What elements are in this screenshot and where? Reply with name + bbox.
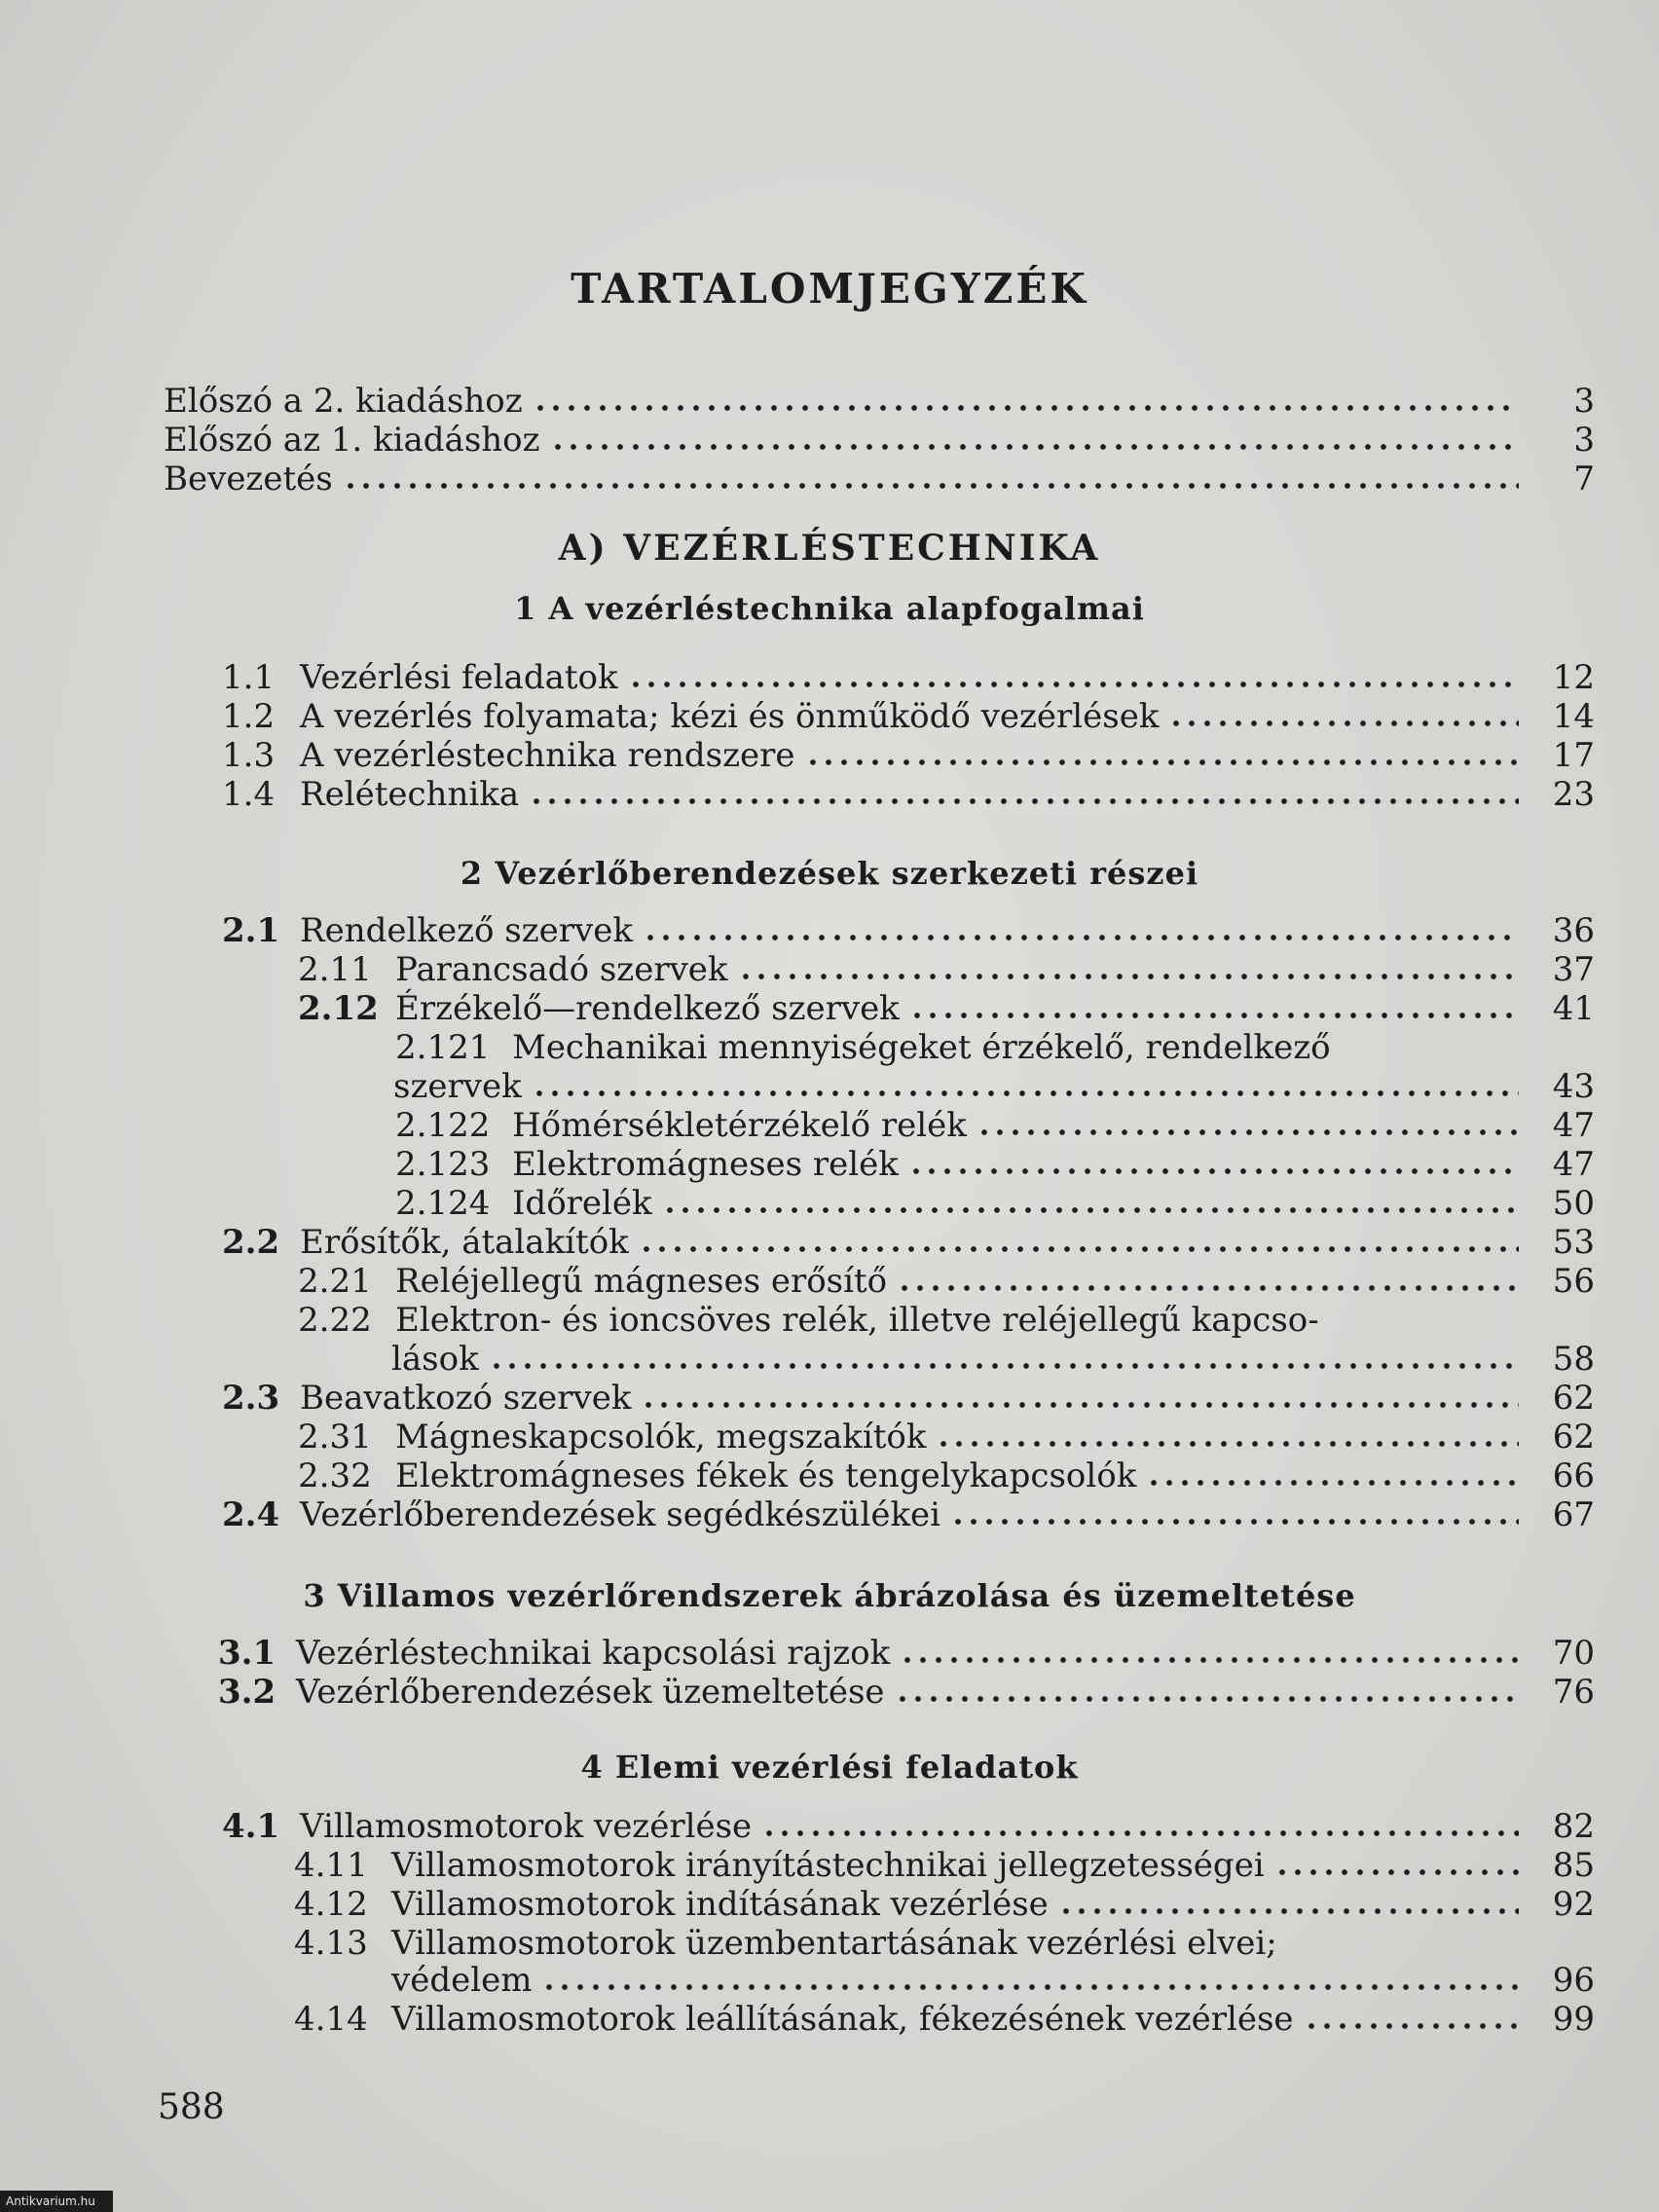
toc-entry	[298, 950, 1595, 989]
entry-page: 58	[1552, 1340, 1595, 1379]
entry-number: 4.14	[294, 2000, 368, 2039]
watermark: Antikvarium.hu	[0, 2191, 113, 2212]
entry-page: 67	[1552, 1495, 1595, 1534]
toc-entry	[294, 1846, 1595, 1885]
entry-text: Hőmérsékletérzékelő relék	[512, 1106, 967, 1145]
dot-leader	[909, 1011, 1519, 1020]
entry-number: 2.21	[298, 1262, 372, 1301]
entry-text: lások	[391, 1340, 479, 1379]
dot-leader	[895, 1694, 1519, 1704]
dot-leader	[1146, 1478, 1519, 1488]
toc-entry	[222, 697, 1595, 736]
entry-page: 3	[1573, 382, 1595, 421]
toc-entry	[218, 1634, 1595, 1673]
entry-text: Érzékelő—rendelkező szervek	[395, 989, 900, 1028]
dot-leader	[643, 933, 1519, 942]
entry-number: 1.4	[222, 775, 276, 814]
entry-text: szervek	[393, 1067, 522, 1106]
entry-text: Mágneskapcsolók, megszakítók	[395, 1418, 927, 1456]
entry-number: 2.124	[395, 1184, 491, 1223]
entry-number: 3.2	[218, 1673, 276, 1712]
entry-page: 62	[1552, 1418, 1595, 1456]
entry-number: 2.31	[298, 1418, 372, 1456]
entry-page: 92	[1552, 1885, 1595, 1924]
toc-entry	[298, 1301, 1517, 1340]
toc-entry	[294, 1885, 1595, 1924]
dot-leader	[662, 1205, 1519, 1215]
entry-number: 2.122	[395, 1106, 491, 1145]
page-title: TARTALOMJEGYZÉK	[571, 265, 1088, 313]
entry-text: Rendelkező szervek	[300, 911, 633, 950]
entry-text: Villamosmotorok vezérlése	[300, 1807, 753, 1846]
toc-entry-continuation	[391, 1961, 1595, 2000]
toc-entry	[395, 1106, 1595, 1145]
entry-page: 17	[1552, 736, 1595, 775]
toc-entry	[222, 1807, 1595, 1846]
dot-leader	[738, 972, 1519, 981]
entry-number: 2.3	[222, 1379, 280, 1418]
dot-leader	[533, 403, 1519, 413]
entry-number: 4.11	[294, 1846, 368, 1885]
entry-number: 4.1	[222, 1807, 280, 1846]
entry-number: 2.22	[298, 1301, 372, 1340]
entry-number: 1.2	[222, 697, 276, 736]
entry-page: 7	[1573, 460, 1595, 498]
entry-number: 2.32	[298, 1456, 372, 1495]
dot-leader	[550, 442, 1519, 452]
dot-leader	[1304, 2021, 1519, 2031]
dot-leader	[950, 1517, 1519, 1527]
entry-page: 37	[1552, 950, 1595, 989]
entry-text: Reléjellegű mágneses erősítő	[395, 1262, 888, 1301]
entry-page: 56	[1552, 1262, 1595, 1301]
toc-entry	[222, 736, 1595, 775]
dot-leader	[897, 1283, 1519, 1293]
dot-leader	[908, 1166, 1519, 1176]
entry-page: 23	[1552, 775, 1595, 814]
entry-page: 70	[1552, 1634, 1595, 1673]
chapter-title: 1 A vezérléstechnika alapfogalmai	[514, 590, 1145, 627]
dot-leader	[761, 1828, 1519, 1838]
entry-number: 2.1	[222, 911, 280, 950]
entry-number: 1.3	[222, 736, 276, 775]
toc-entry	[395, 1145, 1595, 1184]
entry-text: Elektron- és ioncsöves relék, illetve reléjellegű kapcso-	[395, 1301, 1319, 1340]
entry-text: Vezérléstechnikai kapcsolási rajzok	[296, 1634, 891, 1673]
dot-leader	[1168, 719, 1519, 728]
toc-entry	[164, 421, 1595, 460]
entry-page: 66	[1552, 1456, 1595, 1495]
entry-page: 62	[1552, 1379, 1595, 1418]
toc-entry	[298, 1418, 1595, 1456]
entry-text: Mechanikai mennyiségeket érzékelő, rendelkező	[512, 1028, 1331, 1067]
entry-page: 47	[1552, 1106, 1595, 1145]
entry-text: védelem	[391, 1961, 533, 2000]
entry-page: 41	[1552, 989, 1595, 1028]
entry-page: 50	[1552, 1184, 1595, 1223]
entry-text: Elektromágneses relék	[512, 1145, 899, 1184]
chapter-title: 3 Villamos vezérlőrendszerek ábrázolása és üzemeltetése	[303, 1577, 1356, 1614]
entry-page: 99	[1552, 2000, 1595, 2039]
toc-entry	[164, 460, 1595, 498]
dot-leader	[1274, 1867, 1519, 1877]
entry-page: 3	[1573, 421, 1595, 460]
toc-entry	[298, 989, 1595, 1028]
dot-leader	[1058, 1906, 1519, 1916]
toc-entry	[222, 1379, 1595, 1418]
entry-number: 3.1	[218, 1634, 276, 1673]
page-number: 588	[158, 2087, 225, 2127]
entry-text: Relétechnika	[300, 775, 520, 814]
entry-text: Vezérlőberendezések üzemeltetése	[296, 1673, 885, 1712]
entry-page: 85	[1552, 1846, 1595, 1885]
entry-page: 14	[1552, 697, 1595, 736]
entry-text: A vezérléstechnika rendszere	[300, 736, 795, 775]
toc-entry	[222, 658, 1595, 697]
chapter-title: 2 Vezérlőberendezések szerkezeti részei	[460, 855, 1199, 892]
dot-leader	[900, 1655, 1519, 1665]
entry-page: 36	[1552, 911, 1595, 950]
entry-text: Elektromágneses fékek és tengelykapcsolók	[395, 1456, 1137, 1495]
dot-leader	[977, 1127, 1519, 1137]
entry-text: Vezérlési feladatok	[300, 658, 618, 697]
chapter-title: 4 Elemi vezérlési feladatok	[580, 1749, 1079, 1786]
dot-leader	[641, 1400, 1519, 1410]
entry-text: Vezérlőberendezések segédkészülékei	[300, 1495, 941, 1534]
entry-page: 47	[1552, 1145, 1595, 1184]
part-title: A) VEZÉRLÉSTECHNIKA	[558, 528, 1101, 569]
dot-leader	[529, 796, 1519, 806]
toc-entry	[222, 1223, 1595, 1262]
dot-leader	[639, 1244, 1519, 1254]
entry-number: 2.11	[298, 950, 372, 989]
entry-number: 4.13	[294, 1924, 368, 1963]
toc-entry	[294, 2000, 1595, 2039]
toc-entry-continuation	[391, 1340, 1595, 1379]
entry-text: Előszó az 1. kiadáshoz	[164, 421, 540, 460]
entry-number: 2.121	[395, 1028, 491, 1067]
dot-leader	[805, 757, 1520, 767]
entry-page: 43	[1552, 1067, 1595, 1106]
entry-text: Villamosmotorok leállításának, fékezésének vezérlése	[391, 2000, 1294, 2039]
toc-entry	[222, 775, 1595, 814]
toc-entry	[218, 1673, 1595, 1712]
dot-leader	[343, 481, 1519, 491]
entry-number: 2.4	[222, 1495, 280, 1534]
entry-page: 12	[1552, 658, 1595, 697]
entry-page: 96	[1552, 1961, 1595, 2000]
entry-number: 2.2	[222, 1223, 280, 1262]
dot-leader	[936, 1439, 1519, 1449]
toc-entry	[222, 911, 1595, 950]
toc-entry-continuation	[393, 1067, 1595, 1106]
toc-entry	[298, 1456, 1595, 1495]
entry-text: Bevezetés	[164, 460, 333, 498]
toc-entry	[298, 1262, 1595, 1301]
dot-leader	[628, 680, 1519, 689]
entry-text: Villamosmotorok üzembentartásának vezérlési elvei;	[391, 1924, 1277, 1963]
toc-entry	[164, 382, 1595, 421]
entry-text: Beavatkozó szervek	[300, 1379, 632, 1418]
entry-number: 2.123	[395, 1145, 491, 1184]
toc-entry	[294, 1924, 1517, 1963]
toc-entry	[395, 1184, 1595, 1223]
entry-text: A vezérlés folyamata; kézi és önműködő vezérlések	[300, 697, 1160, 736]
entry-text: Időrelék	[512, 1184, 652, 1223]
dot-leader	[541, 1982, 1519, 1992]
entry-number: 2.12	[298, 989, 379, 1028]
entry-text: Előszó a 2. kiadáshoz	[164, 382, 523, 421]
entry-number: 4.12	[294, 1885, 368, 1924]
entry-text: Villamosmotorok indításának vezérlése	[391, 1885, 1049, 1924]
entry-number: 1.1	[222, 658, 276, 697]
entry-text: Erősítők, átalakítók	[300, 1223, 629, 1262]
toc-entry	[222, 1495, 1595, 1534]
entry-text: Parancsadó szervek	[395, 950, 728, 989]
dot-leader	[489, 1361, 1519, 1371]
entry-page: 76	[1552, 1673, 1595, 1712]
entry-page: 53	[1552, 1223, 1595, 1262]
dot-leader	[532, 1088, 1519, 1098]
entry-page: 82	[1552, 1807, 1595, 1846]
entry-text: Villamosmotorok irányítástechnikai jellegzetességei	[391, 1846, 1265, 1885]
toc-entry	[395, 1028, 1517, 1067]
